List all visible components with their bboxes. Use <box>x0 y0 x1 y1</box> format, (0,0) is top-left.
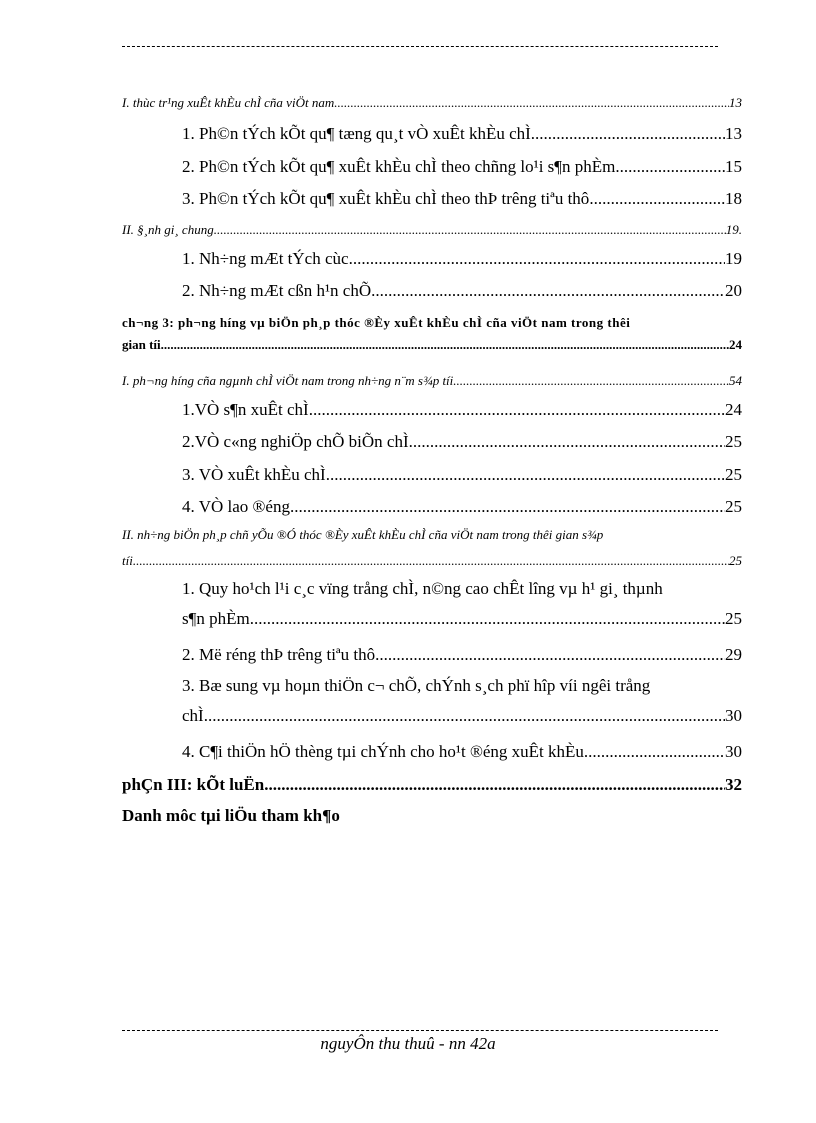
dot-leader <box>161 337 729 353</box>
dot-leader <box>453 373 729 389</box>
page-number: 13 <box>729 95 742 110</box>
toc-item[interactable]: 4. VÒ lao ®éng ..... 25 <box>122 497 742 517</box>
page-number: 32 <box>725 775 742 794</box>
page-number: 29 <box>725 645 742 664</box>
dot-leader <box>290 497 725 517</box>
dot-leader <box>349 249 725 269</box>
toc-item[interactable]: 1. Nh÷ng mÆt tÝch cùc ..... 19 <box>122 249 742 269</box>
toc-item[interactable]: 3. Bæ sung vµ hoµn thiÖn c¬ chÕ, chÝnh s¸ch phï hîp víi ngêi trång chÌ. ..... 30 <box>122 676 742 726</box>
toc-section-2[interactable]: II. §¸nh gi¸ chung ..... 19. <box>122 222 742 238</box>
toc-section-2[interactable]: II. nh÷ng biÖn ph¸p chñ yÕu ®Ó thóc ®Èy xuÊt khÈu chÌ cña viÖt nam trong thêi gian s¾p tíi ..... 25 <box>122 527 742 569</box>
page-number: 18 <box>725 189 742 208</box>
dot-leader <box>371 281 725 301</box>
dot-leader <box>133 553 729 569</box>
page-number: 25 <box>725 609 742 628</box>
page-number: 25 <box>725 432 742 451</box>
toc-item[interactable]: 2.VÒ c«ng nghiÖp chÕ biÕn chÌ ..... 25 <box>122 432 742 452</box>
toc-item[interactable]: 2. Më réng thÞ trêng tiªu thô ..... 29 <box>122 645 742 665</box>
toc-chapter-3[interactable]: ch¬ng 3: ph¬ng híng vµ biÖn ph¸p thóc ®Èy xuÊt khÈu chÌ cña viÖt nam trong thêi gian tíi ..... 24 <box>122 315 742 353</box>
page-number: 13 <box>725 124 742 143</box>
header-rule <box>122 46 718 47</box>
toc-item[interactable]: 4. C¶i thiÖn hÖ thèng tµi chÝnh cho ho¹t ®éng xuÊt khÈu ..... 30 <box>122 742 742 762</box>
page-number: 19. <box>725 222 742 237</box>
dot-leader <box>214 222 726 238</box>
dot-leader <box>334 95 729 111</box>
page-number: 20 <box>725 281 742 300</box>
toc-section-1[interactable]: I. thùc tr¹ng xuÊt khÈu chÌ cña viÖt nam ..... 13 <box>122 95 742 111</box>
page-number: 30 <box>725 706 742 725</box>
toc-item[interactable]: 1. Ph©n tÝch kÕt qu¶ tæng qu¸t vÒ xuÊt khÈu chÌ ..... 13 <box>122 124 742 144</box>
dot-leader <box>309 400 725 420</box>
dot-leader <box>326 465 725 485</box>
toc-item[interactable]: 3. VÒ xuÊt khÈu chÌ ..... 25 <box>122 465 742 485</box>
footer-rule <box>122 1030 718 1031</box>
page-number: 24 <box>729 337 742 352</box>
page-number: 25 <box>729 553 742 568</box>
dot-leader <box>375 645 725 665</box>
dot-leader <box>584 742 725 762</box>
dot-leader <box>208 706 725 726</box>
toc-item[interactable]: 1. Quy ho¹ch l¹i c¸c vïng trång chÌ, n©ng cao chÊt lîng vµ h¹ gi¸ thµnh s¶n phÈm ..... 25 <box>122 579 742 629</box>
dot-leader <box>264 775 725 795</box>
toc-item[interactable]: 1.VÒ s¶n xuÊt chÌ ..... 24 <box>122 400 742 420</box>
toc-section-1[interactable]: I. ph¬ng híng cña ngµnh chÌ viÖt nam trong nh÷ng n¨m s¾p tíi ..... 54 <box>122 373 742 389</box>
page-number: 54 <box>729 373 742 388</box>
toc-item[interactable]: 2. Ph©n tÝch kÕt qu¶ xuÊt khÈu chÌ theo chñng lo¹i s¶n phÈm ..... 15 <box>122 157 742 177</box>
toc-item[interactable]: 2. Nh÷ng mÆt cßn h¹n chÕ ..... 20 <box>122 281 742 301</box>
dot-leader <box>589 189 725 209</box>
page-number: 24 <box>725 400 742 419</box>
page-number: 25 <box>725 497 742 516</box>
dot-leader <box>531 124 725 144</box>
page-number: 30 <box>725 742 742 761</box>
dot-leader <box>615 157 725 177</box>
dot-leader <box>250 609 725 629</box>
dot-leader <box>409 432 725 452</box>
page-number: 15 <box>725 157 742 176</box>
toc-item[interactable]: 3. Ph©n tÝch kÕt qu¶ xuÊt khÈu chÌ theo thÞ trêng tiªu thô ..... 18 <box>122 189 742 209</box>
toc-references[interactable]: Danh môc tµi liÖu tham kh¶o <box>122 806 340 825</box>
page-number: 19 <box>725 249 742 268</box>
page-number: 25 <box>725 465 742 484</box>
toc-part-3-conclusion[interactable]: phÇn III: kÕt luËn ..... 32 <box>122 775 742 795</box>
footer-author: nguyÔn thu thuû - nn 42a <box>320 1034 496 1053</box>
